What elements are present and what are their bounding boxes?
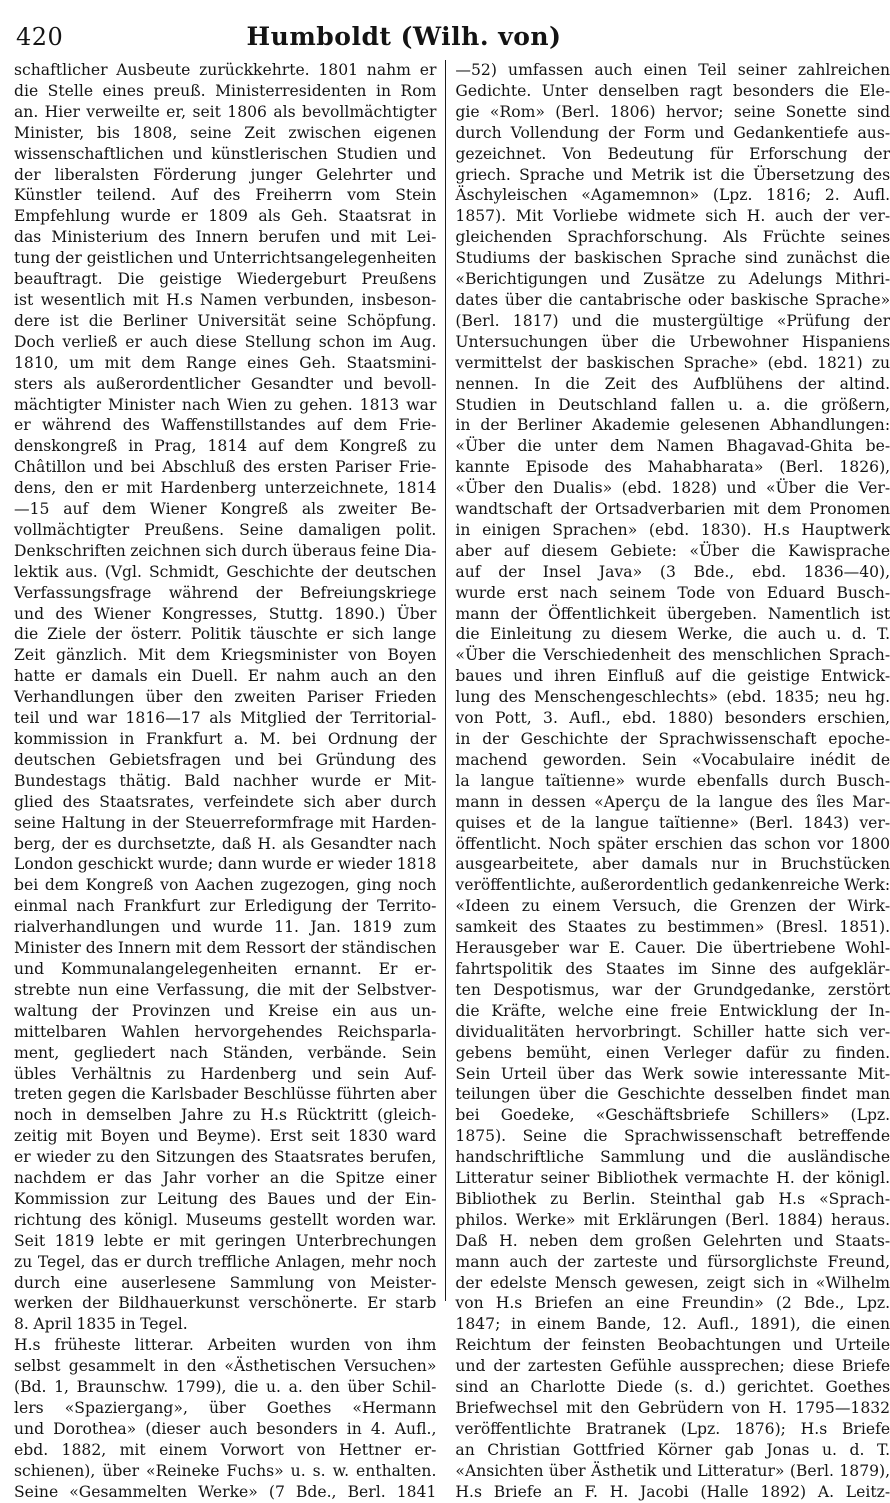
text-line: Minister des Innern mit dem Ressort der ständischen [14, 939, 437, 958]
text-line: er wieder zu den Sitzungen des Staatsrates berufen, [14, 1148, 437, 1167]
text-line: mächtigter Minister nach Wien zu gehen. 1813 war [14, 395, 437, 414]
text-line: noch in demselben Jahre zu H.s Rücktritt (gleich- [14, 1106, 437, 1125]
left-column [14, 60, 445, 1501]
text-line: schaftlicher Ausbeute zurückkehrte. 1801 nahm er [14, 61, 437, 79]
text-line: Untersuchungen über die Urbewohner Hispaniens [455, 332, 890, 351]
text-line: Empfehlung wurde er 1809 als Geh. Staatsrat in [14, 207, 437, 226]
text-line: er während des Waffenstillstandes auf dem Frie- [14, 416, 437, 435]
text-line: Seit 1819 lebte er mit geringen Unterbrechungen [14, 1231, 437, 1250]
text-line: lektik aus. (Vgl. Schmidt, Geschichte der deutschen [14, 562, 437, 581]
text-line: 8. April 1835 in Tegel. [14, 1315, 188, 1334]
text-line: rialverhandlungen und wurde 11. Jan. 1819 zum [14, 918, 437, 937]
text-line: gie «Rom» (Berl. 1806) hervor; seine Sonette sind [455, 102, 890, 121]
text-line: Verhandlungen über den zweiten Pariser Frieden [14, 688, 437, 707]
text-line: gleichenden Sprachforschung. Als Früchte seines [455, 228, 890, 247]
text-line: deutschen Gebietsfragen und bei Gründung des [14, 750, 437, 769]
text-line: (Berl. 1817) und die mustergültige «Prüfung der [455, 311, 890, 330]
text-line: Bibliothek zu Berlin. Steinthal gab H.s «Sprach- [455, 1189, 890, 1208]
text-line: durch Vollendung der Form und Gedankentiefe aus- [455, 123, 890, 142]
text-line: von H.s Briefen an eine Freundin» (2 Bde., Lpz. [455, 1294, 890, 1313]
text-line: dates über die cantabrische oder baskische Sprache» [455, 290, 890, 309]
text-line: ist wesentlich mit H.s Namen verbunden, insbeson- [14, 290, 437, 309]
text-line: teilungen über die Geschichte desselben findet man [455, 1085, 890, 1104]
text-line: —52) umfassen auch einen Teil seiner zahlreichen [455, 61, 890, 79]
text-line: «Ansichten über Ästhetik und Litteratur» (Berl. 1879), [455, 1461, 890, 1480]
text-line: fahrtspolitik des Staates im Sinne des aufgeklär- [455, 959, 890, 978]
text-line: la langue taïtienne» wurde ebenfalls durch Busch- [455, 771, 890, 790]
text-line: London geschickt wurde; dann wurde er wieder 1818 [14, 855, 437, 874]
text-line: H.s Briefe an F. H. Jacobi (Halle 1892) A. Leitz- [455, 1482, 890, 1501]
text-line: veröffentlichte, außerordentlich gedankenreiche Werk: [455, 876, 890, 895]
text-line: Bundestags thätig. Bald nachher wurde er Mit- [14, 771, 437, 790]
text-line: Kommission zur Leitung des Baues und der Ein- [14, 1189, 437, 1208]
text-line: —15 auf dem Wiener Kongreß als zweiter Be- [14, 500, 437, 519]
text-line: mann in dessen «Aperçu de la langue des îles Mar- [455, 792, 890, 811]
text-line: Künstler teilend. Auf des Freiherrn vom Stein [14, 186, 437, 205]
text-line: dividualitäten hervorbringt. Schiller hatte sich ver- [455, 1022, 890, 1041]
text-line: Seine «Gesammelten Werke» (7 Bde., Berl. 1841 [14, 1482, 437, 1501]
text-line: (Bd. 1, Braunschw. 1799), die u. a. den über Schil- [14, 1378, 437, 1397]
text-line: strebte nun eine Verfassung, die mit der Selbstver- [14, 980, 437, 999]
text-line: die Ziele der österr. Politik täuschte er sich lange [14, 625, 437, 644]
text-line: die Stelle eines preuß. Ministerresidenten in Rom [14, 81, 437, 100]
text-line: Doch verließ er auch diese Stellung schon im Aug. [14, 332, 437, 351]
text-line: «Über den Dualis» (ebd. 1828) und «Über die Ver- [455, 479, 890, 498]
text-line: «Ideen zu einem Versuch, die Grenzen der Wirk- [455, 897, 890, 916]
text-line: 1875). Seine die Sprachwissenschaft betreffende [455, 1127, 890, 1146]
text-line: tung der geistlichen und Unterrichtsangelegenheiten [14, 249, 437, 268]
text-line: nachdem er das Jahr vorher an die Spitze einer [14, 1169, 437, 1188]
text-line: und Kommunalangelegenheiten ernannt. Er er- [14, 959, 437, 978]
text-line: in einigen Sprachen» (ebd. 1830). H.s Hauptwerk [455, 520, 890, 539]
text-line: aber auf diesem Gebiete: «Über die Kawisprache [455, 541, 890, 560]
text-line: Studien in Deutschland fallen u. a. die größern, [455, 395, 890, 414]
text-line: griech. Sprache und Metrik ist die Übersetzung des [455, 165, 890, 184]
text-line: an. Hier verweilte er, seit 1806 als bevollmächtigter [14, 102, 437, 121]
text-line: und des Wiener Kongresses, Stuttg. 1890.) Über [14, 604, 437, 623]
text-line: Äschyleischen «Agamemnon» (Lpz. 1816; 2. Aufl. [455, 186, 890, 205]
text-line: Briefwechsel mit den Gebrüdern von H. 1795—1832 [455, 1399, 890, 1417]
text-line: Denkschriften zeichnen sich durch überaus feine Dia- [14, 541, 437, 560]
page-number: 420 [16, 23, 64, 51]
text-line: einmal nach Frankfurt zur Erledigung der Territo- [14, 897, 437, 916]
text-line: waltung der Provinzen und Kreise ein aus un- [14, 1001, 437, 1020]
running-head: Humboldt (Wilh. von) [246, 22, 562, 51]
text-line: treten gegen die Karlsbader Beschlüsse führten aber [14, 1085, 437, 1104]
text-line: «Über die unter dem Namen Bhagavad-Ghita be- [455, 437, 890, 456]
text-line: Minister, bis 1808, seine Zeit zwischen eigenen [14, 123, 437, 142]
text-line: bei Goedeke, «Geschäftsbriefe Schillers» (Lpz. [455, 1106, 890, 1125]
text-line: sind an Charlotte Diede (s. d.) gerichtet. Goethes [455, 1378, 890, 1397]
text-line: H.s früheste litterar. Arbeiten wurden von ihm [14, 1336, 437, 1355]
text-line: baues und ihren Einfluß auf die geistige Entwick- [455, 667, 890, 686]
text-line: wandtschaft der Ortsadverbarien mit dem Pronomen [455, 500, 890, 519]
text-line: bei dem Kongreß von Aachen zugezogen, ging noch [14, 876, 437, 895]
text-line: auf der Insel Java» (3 Bde., ebd. 1836—40), [455, 562, 890, 581]
text-line: 1810, um mit dem Range eines Geh. Staatsmini- [14, 353, 437, 372]
text-line: ten Despotismus, war der Grundgedanke, zerstört [455, 980, 890, 999]
text-line: und der zartesten Gefühle aussprechen; diese Briefe [455, 1357, 890, 1376]
text-line: seine Haltung in der Steuerreformfrage mit Harden- [14, 813, 437, 832]
text-line: und Dorothea» (dieser auch besonders in 4. Aufl., [14, 1419, 437, 1438]
text-line: Verfassungsfrage während der Befreiungskriege [14, 583, 437, 602]
text-line: die Einleitung zu diesem Werke, die auch u. d. T. [455, 625, 890, 644]
text-line: öffentlicht. Noch später erschien das schon vor 1800 [455, 834, 890, 853]
text-line: Gedichte. Unter denselben ragt besonders die Ele- [455, 81, 890, 100]
text-line: handschriftliche Sammlung und die ausländische [455, 1148, 890, 1167]
text-line: beauftragt. Die geistige Wiedergeburt Preußens [14, 270, 437, 289]
text-line: nennen. In die Zeit des Aufblühens der altind. [455, 374, 890, 393]
text-line: das Ministerium des Innern berufen und mit Lei- [14, 228, 437, 247]
text-line: durch eine auserlesene Sammlung von Meister- [14, 1273, 437, 1292]
text-line: ausgearbeitete, aber damals nur in Bruchstücken [455, 855, 890, 874]
text-line: schienen), über «Reineke Fuchs» u. s. w. enthalten. [14, 1461, 437, 1480]
text-line: lers «Spaziergang», über Goethes «Hermann [14, 1399, 437, 1417]
text-line: ment, gegliedert nach Ständen, verbände. Sein [14, 1043, 437, 1062]
text-line: in der Berliner Akademie gelesenen Abhandlungen: [455, 416, 890, 435]
text-columns [14, 60, 890, 1501]
text-line: mann auch der zarteste und fürsorglichste Freund, [455, 1252, 890, 1271]
text-line: philos. Werke» mit Erklärungen (Berl. 1884) heraus. [455, 1210, 890, 1229]
text-line: Reichtum der feinsten Beobachtungen und Urteile [455, 1336, 890, 1355]
text-line: zeitig mit Boyen und Beyme). Erst seit 1830 ward [14, 1127, 437, 1146]
text-line: übles Verhältnis zu Hardenberg und sein Auf- [14, 1064, 437, 1083]
text-line: samkeit des Staates zu bestimmen» (Bresl. 1851). [455, 918, 890, 937]
text-line: dere ist die Berliner Universität seine Schöpfung. [14, 311, 437, 330]
text-line: richtung des königl. Museums gestellt worden war. [14, 1210, 437, 1229]
text-line: berg, der es durchsetzte, daß H. als Gesandter nach [14, 834, 437, 853]
text-line: gezeichnet. Von Bedeutung für Erforschung der [455, 144, 890, 163]
text-line: gebens bemüht, einen Verleger dafür zu finden. [455, 1043, 890, 1062]
text-line: 1847; in einem Bande, 12. Aufl., 1891), die einen [455, 1315, 890, 1334]
text-line: Zeit gänzlich. Mit dem Kriegsminister von Boyen [14, 646, 437, 665]
text-line: Châtillon und bei Abschluß des ersten Pariser Frie- [14, 458, 437, 477]
text-line: mann der Öffentlichkeit übergeben. Namentlich ist [455, 604, 890, 623]
text-line: dens, den er mit Hardenberg unterzeichnete, 1814 [14, 479, 437, 498]
text-line: wurde erst nach seinem Tode von Eduard Busch- [455, 583, 890, 602]
text-line: vollmächtigter Preußens. Seine damaligen polit. [14, 520, 437, 539]
text-line: zu Tegel, das er durch treffliche Anlagen, mehr noch [14, 1252, 437, 1271]
text-line: Herausgeber war E. Cauer. Die übertriebene Wohl- [455, 939, 890, 958]
text-line: sters als außerordentlicher Gesandter und bevoll- [14, 374, 437, 393]
text-line: Studiums der baskischen Sprache sind zunächst die [455, 249, 890, 268]
text-line: der edelste Mensch gewesen, zeigt sich in «Wilhelm [455, 1273, 890, 1292]
text-line: mittelbaren Wahlen hervorgehendes Reichsparla- [14, 1022, 437, 1041]
text-line: machend geworden. Sein «Vocabulaire inédit de [455, 750, 890, 769]
text-line: quises et de la langue taïtienne» (Berl. 1843) ver- [455, 813, 890, 832]
text-line: kommission in Frankfurt a. M. bei Ordnung der [14, 730, 437, 748]
text-line: von Pott, 3. Aufl., ebd. 1880) besonders erschien, [455, 709, 890, 728]
text-line: ebd. 1882, mit einem Vorwort von Hettner er- [14, 1440, 437, 1459]
text-line: selbst gesammelt in den «Ästhetischen Versuchen» [14, 1357, 437, 1376]
text-line: wissenschaftlichen und künstlerischen Studien und [14, 144, 437, 163]
text-line: glied des Staatsrates, verfeindete sich aber durch [14, 792, 437, 811]
text-line: 1857). Mit Vorliebe widmete sich H. auch der ver- [455, 207, 890, 226]
text-line: «Berichtigungen und Zusätze zu Adelungs Mithri- [455, 270, 890, 289]
text-line: werken der Bildhauerkunst verschönerte. Er starb [14, 1294, 437, 1313]
right-column [446, 60, 890, 1501]
text-line: lung des Menschengeschlechts» (ebd. 1835; neu hg. [455, 688, 890, 707]
text-line: die Kräfte, welche eine freie Entwicklung der In- [455, 1001, 890, 1020]
page-header [14, 10, 794, 56]
text-line: denskongreß in Prag, 1814 auf dem Kongreß zu [14, 437, 437, 456]
text-line: hatte er damals ein Duell. Er nahm auch an den [14, 667, 437, 686]
text-line: Daß H. neben dem großen Gelehrten und Staats- [455, 1231, 890, 1250]
text-line: veröffentlichte Bratranek (Lpz. 1876); H.s Briefe [455, 1419, 890, 1438]
text-line: teil und war 1816—17 als Mitglied der Territorial- [14, 709, 437, 728]
text-line: der liberalsten Förderung junger Gelehrter und [14, 165, 437, 184]
text-line: «Über die Verschiedenheit des menschlichen Sprach- [455, 646, 890, 665]
text-line: vermittelst der baskischen Sprache» (ebd. 1821) zu [455, 353, 890, 372]
text-line: Litteratur seiner Bibliothek vermachte H. der königl. [455, 1169, 890, 1188]
text-line: in der Geschichte der Sprachwissenschaft epoche- [455, 730, 890, 748]
text-line: kannte Episode des Mahabharata» (Berl. 1826), [455, 458, 890, 477]
text-line: Sein Urteil über das Werk sowie interessante Mit- [455, 1064, 890, 1083]
text-line: an Christian Gottfried Körner gab Jonas u. d. T. [455, 1440, 890, 1459]
